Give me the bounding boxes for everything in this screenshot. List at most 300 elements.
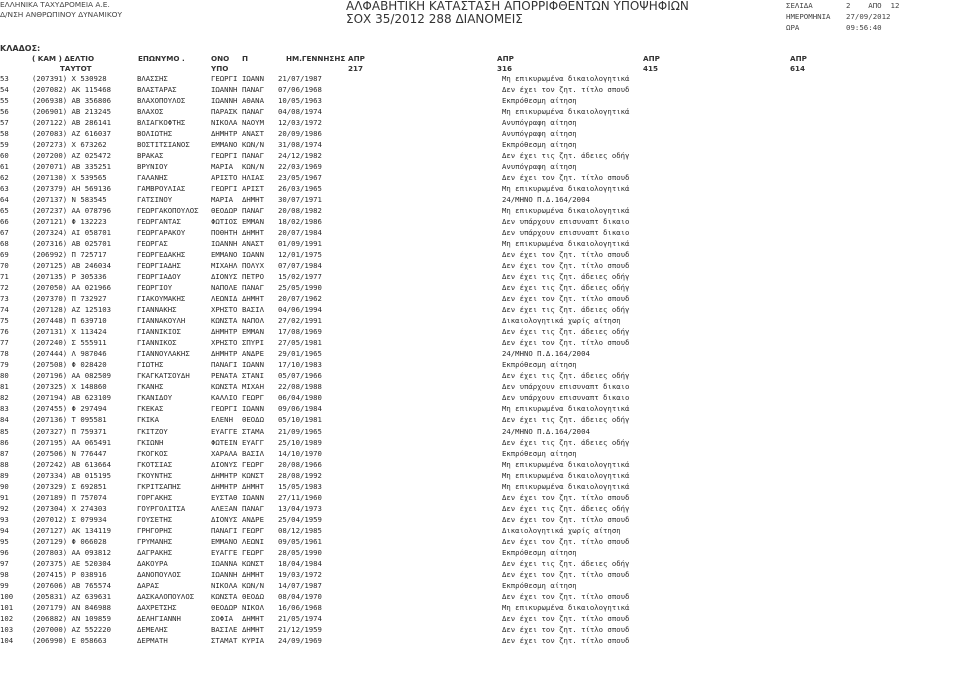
- row-id-card: (207606) ΑΒ 765574: [32, 580, 112, 590]
- row-father-name: ΕΜΜΑΝ: [242, 327, 264, 337]
- col-apr3-code: 415: [643, 64, 659, 73]
- row-birth-date: 25/04/1959: [278, 514, 322, 524]
- row-father-name: ΠΑΝΑΓ: [242, 503, 264, 513]
- row-number: 56: [0, 107, 9, 117]
- row-first-name: ΝΙΚΟΛΑ: [211, 118, 238, 128]
- table-row: [0, 337, 960, 348]
- row-number: 55: [0, 96, 9, 106]
- table-row: [0, 514, 960, 525]
- table-row: [0, 348, 960, 359]
- row-rejection-reason: Ανυπόγραφη αίτηση: [502, 129, 577, 139]
- row-rejection-reason: Δεν έχει τον ζητ. τίτλο σπουδ: [502, 536, 630, 546]
- row-father-name: ΙΩΑΝΝ: [242, 74, 264, 83]
- row-birth-date: 12/03/1972: [278, 118, 322, 128]
- date-value: 27/09/2012: [846, 12, 891, 21]
- row-number: 54: [0, 85, 9, 95]
- row-rejection-reason: Εκπρόθεσμη αίτηση: [502, 547, 577, 557]
- table-row: [0, 117, 960, 128]
- row-id-card: (207128) ΑΖ 125103: [32, 305, 112, 315]
- row-birth-date: 22/08/1988: [278, 382, 322, 392]
- row-father-name: ΚΩΝ/Ν: [242, 162, 264, 172]
- table-row: [0, 106, 960, 117]
- row-surname: ΔΕΛΗΓΙΑΝΝΗ: [137, 613, 181, 623]
- row-birth-date: 26/03/1965: [278, 184, 322, 194]
- row-number: 59: [0, 140, 9, 150]
- row-father-name: ΒΑΣΙΛ: [242, 305, 264, 315]
- table-row: [0, 161, 960, 172]
- row-rejection-reason: Μη επικυρωμένα δικαιολογητικά: [502, 184, 630, 194]
- row-rejection-reason: Μη επικυρωμένα δικαιολογητικά: [502, 459, 630, 469]
- row-rejection-reason: Εκπρόθεσμη αίτηση: [502, 580, 577, 590]
- row-rejection-reason: Δεν έχει τις ζητ. άδειες οδήγ: [502, 305, 630, 315]
- row-surname: ΓΙΑΝΝΟΥΛΑΚΗΣ: [137, 349, 190, 359]
- row-id-card: (207240) Σ 555911: [32, 338, 107, 348]
- row-birth-date: 24/12/1982: [278, 151, 322, 161]
- row-number: 101: [0, 602, 14, 612]
- row-rejection-reason: Δεν έχει τις ζητ. άδειες οδήγ: [502, 503, 630, 513]
- row-first-name: ΝΙΚΟΛΑ: [211, 580, 238, 590]
- table-row: [0, 326, 960, 337]
- table-row: [0, 624, 960, 635]
- row-id-card: (207125) ΑΒ 246034: [32, 261, 112, 271]
- row-first-name: ΠΑΝΑΓΙ: [211, 360, 238, 370]
- row-surname: ΓΚΑΝΙΔΟΥ: [137, 393, 173, 403]
- row-id-card: (207121) Φ 132223: [32, 217, 107, 227]
- row-father-name: ΠΑΝΑΓ: [242, 85, 264, 95]
- row-surname: ΓΙΑΝΝΑΚΟΥΛΗ: [137, 316, 186, 326]
- row-number: 71: [0, 272, 9, 282]
- row-birth-date: 31/08/1974: [278, 140, 322, 150]
- row-birth-date: 17/10/1983: [278, 360, 322, 370]
- row-birth-date: 28/05/1990: [278, 547, 322, 557]
- row-number: 66: [0, 217, 9, 227]
- row-birth-date: 21/12/1959: [278, 624, 322, 634]
- table-row: [0, 370, 960, 381]
- row-surname: ΓΕΩΡΓΑΚΟΠΟΥΛΟΣ: [137, 206, 199, 216]
- row-father-name: ΘΕΟΔΩ: [242, 415, 264, 425]
- row-number: 93: [0, 514, 9, 524]
- row-number: 83: [0, 404, 9, 414]
- row-father-name: ΑΡΙΣΤ: [242, 184, 264, 194]
- row-first-name: ΕΜΜΑΝΟ: [211, 536, 238, 546]
- row-birth-date: 27/05/1981: [278, 338, 322, 348]
- row-id-card: (207083) ΑΖ 616037: [32, 129, 112, 139]
- row-id-card: (207324) ΑΙ 058701: [32, 228, 112, 238]
- row-first-name: ΓΕΩΡΓΙ: [211, 74, 238, 83]
- row-id-card: (207189) Π 757074: [32, 492, 107, 502]
- table-row: [0, 414, 960, 425]
- row-number: 87: [0, 448, 9, 458]
- row-first-name: ΕΥΣΤΑΘ: [211, 492, 238, 502]
- row-rejection-reason: Εκπρόθεσμη αίτηση: [502, 140, 577, 150]
- row-birth-date: 20/07/1962: [278, 294, 322, 304]
- row-rejection-reason: Μη επικυρωμένα δικαιολογητικά: [502, 74, 630, 83]
- row-first-name: ΔΗΜΗΤΡ: [211, 327, 238, 337]
- table-row: [0, 304, 960, 315]
- row-id-card: (207196) ΑΑ 082509: [32, 371, 112, 381]
- col-apr1-label: ΑΠΡ: [348, 54, 365, 63]
- table-row: [0, 613, 960, 624]
- row-number: 70: [0, 261, 9, 271]
- row-first-name: ΜΑΡΙΑ: [211, 162, 233, 172]
- row-surname: ΓΕΩΡΓΙΟΥ: [137, 283, 173, 293]
- table-row: [0, 238, 960, 249]
- table-row: [0, 569, 960, 580]
- col-apr2-code: 316: [497, 64, 513, 73]
- row-birth-date: 20/08/1966: [278, 459, 322, 469]
- row-surname: ΓΚΙΩΝΗ: [137, 437, 164, 447]
- row-father-name: ΑΘΑΝΑ: [242, 96, 264, 106]
- row-father-name: ΝΙΚΟΛ: [242, 602, 264, 612]
- row-father-name: ΚΩΝ/Ν: [242, 140, 264, 150]
- row-number: 104: [0, 635, 14, 645]
- col-apr1-code: 217: [348, 64, 364, 73]
- row-id-card: (207000) ΑΖ 552220: [32, 624, 112, 634]
- row-id-card: (207137) Ν 583545: [32, 195, 107, 205]
- row-number: 67: [0, 228, 9, 238]
- row-id-card: (207273) Χ 673262: [32, 140, 107, 150]
- row-father-name: ΚΩΝ/Ν: [242, 580, 264, 590]
- row-rejection-reason: Μη επικυρωμένα δικαιολογητικά: [502, 206, 630, 216]
- row-number: 76: [0, 327, 9, 337]
- row-number: 94: [0, 525, 9, 535]
- row-id-card: (207135) Ρ 305336: [32, 272, 107, 282]
- row-birth-date: 19/03/1972: [278, 569, 322, 579]
- row-id-card: (207327) Π 759371: [32, 426, 107, 436]
- row-id-card: (206992) Π 725717: [32, 250, 107, 260]
- row-surname: ΔΑΚΟΥΡΑ: [137, 558, 168, 568]
- row-birth-date: 08/04/1970: [278, 591, 322, 601]
- row-surname: ΓΙΑΝΝΙΚΙΟΣ: [137, 327, 181, 337]
- col-id-label: ( ΚΑΜ ) ΔΕΛΤΙΟ: [32, 54, 95, 63]
- row-id-card: (207050) ΑΑ 021966: [32, 283, 112, 293]
- row-father-name: ΔΗΜΗΤ: [242, 228, 264, 238]
- row-number: 60: [0, 151, 9, 161]
- row-rejection-reason: Δικαιολογητικά χωρίς αίτηση: [502, 525, 621, 535]
- table-row: [0, 73, 960, 84]
- row-number: 80: [0, 371, 9, 381]
- row-birth-date: 20/07/1984: [278, 228, 322, 238]
- row-father-name: ΠΕΤΡΟ: [242, 272, 264, 282]
- row-id-card: (207237) ΑΑ 078796: [32, 206, 112, 216]
- row-first-name: ΚΑΛΛΙΟ: [211, 393, 238, 403]
- table-row: [0, 426, 960, 437]
- row-first-name: ΦΩΤΙΟΣ: [211, 217, 238, 227]
- col-apr4-header: [790, 54, 807, 74]
- table-row: [0, 172, 960, 183]
- row-id-card: (207195) ΑΑ 065491: [32, 437, 112, 447]
- row-id-card: (207803) ΑΑ 093812: [32, 547, 112, 557]
- row-father-name: ΙΩΑΝΝ: [242, 250, 264, 260]
- row-birth-date: 24/09/1969: [278, 635, 322, 645]
- row-birth-date: 18/04/1984: [278, 558, 322, 568]
- row-surname: ΒΛΑΣΤΑΡΑΣ: [137, 85, 177, 95]
- row-rejection-reason: Εκπρόθεσμη αίτηση: [502, 96, 577, 106]
- row-id-card: (207136) Τ 095581: [32, 415, 107, 425]
- row-surname: ΒΛΑΣΣΗΣ: [137, 74, 168, 83]
- row-number: 99: [0, 580, 9, 590]
- table-row: [0, 381, 960, 392]
- row-surname: ΓΡΗΓΟΡΗΣ: [137, 525, 173, 535]
- row-father-name: ΚΩΝΣΤ: [242, 470, 264, 480]
- row-surname: ΓΚΕΚΑΣ: [137, 404, 164, 414]
- row-rejection-reason: Δεν έχει τις ζητ. άδειες οδήγ: [502, 437, 630, 447]
- report-title-line2: ΣΟΧ 35/2012 288 ΔΙΑΝΟΜΕΙΣ: [346, 12, 523, 26]
- col-birth-header: ΗΜ.ΓΕΝΝΗΣΗΣ: [286, 54, 346, 63]
- row-birth-date: 21/05/1974: [278, 613, 322, 623]
- row-birth-date: 27/02/1991: [278, 316, 322, 326]
- row-rejection-reason: Δεν έχει τον ζητ. τίτλο σπουδ: [502, 635, 630, 645]
- row-number: 96: [0, 547, 9, 557]
- row-birth-date: 13/04/1973: [278, 503, 322, 513]
- row-id-card: (207316) ΑΒ 025701: [32, 239, 112, 249]
- table-row: [0, 558, 960, 569]
- row-first-name: ΙΩΑΝΝΗ: [211, 85, 238, 95]
- row-rejection-reason: 24/ΜΗΝΟ Π.Δ.164/2004: [502, 426, 590, 436]
- table-row: [0, 150, 960, 161]
- row-rejection-reason: Μη επικυρωμένα δικαιολογητικά: [502, 404, 630, 414]
- row-id-card: (207375) ΑΕ 520304: [32, 558, 112, 568]
- row-number: 88: [0, 459, 9, 469]
- row-id-card: (205831) ΑΖ 639631: [32, 591, 112, 601]
- row-birth-date: 21/07/1987: [278, 74, 322, 83]
- row-surname: ΒΡΑΚΑΣ: [137, 151, 164, 161]
- row-first-name: ΠΟΘΗΤΗ: [211, 228, 238, 238]
- row-father-name: ΒΑΣΙΛ: [242, 448, 264, 458]
- table-row: [0, 481, 960, 492]
- col-id-header: [32, 54, 94, 74]
- section-label: ΚΛΑΔΟΣ:: [0, 44, 41, 53]
- table-row: [0, 260, 960, 271]
- row-first-name: ΡΕΝΑΤΑ: [211, 371, 238, 381]
- row-rejection-reason: Δεν υπάρχουν επισυναπτ δικαιο: [502, 217, 630, 227]
- row-first-name: ΜΑΡΙΑ: [211, 195, 233, 205]
- row-father-name: ΑΝΑΣΤ: [242, 239, 264, 249]
- row-birth-date: 04/08/1974: [278, 107, 322, 117]
- row-birth-date: 07/06/1968: [278, 85, 322, 95]
- row-surname: ΔΑΡΑΣ: [137, 580, 159, 590]
- table-row: [0, 227, 960, 238]
- row-surname: ΓΕΩΡΓΙΑΔΗΣ: [137, 261, 181, 271]
- row-birth-date: 23/05/1967: [278, 173, 322, 183]
- row-birth-date: 06/04/1980: [278, 393, 322, 403]
- table-row: [0, 635, 960, 646]
- row-surname: ΒΛΑΧΟΣ: [137, 107, 164, 117]
- row-id-card: (207194) ΑΒ 623109: [32, 393, 112, 403]
- row-number: 89: [0, 470, 9, 480]
- row-birth-date: 27/11/1960: [278, 492, 322, 502]
- row-birth-date: 04/06/1994: [278, 305, 322, 315]
- table-row: [0, 293, 960, 304]
- row-number: 98: [0, 569, 9, 579]
- row-id-card: (207506) Ν 776447: [32, 448, 107, 458]
- row-surname: ΓΑΤΣΙΝΟΥ: [137, 195, 173, 205]
- row-first-name: ΚΩΝΣΤΑ: [211, 316, 238, 326]
- row-id-card: (207012) Σ 079934: [32, 514, 107, 524]
- col-apr3-label: ΑΠΡ: [643, 54, 660, 63]
- table-row: [0, 536, 960, 547]
- row-first-name: ΔΙΟΝΥΣ: [211, 459, 238, 469]
- row-birth-date: 29/01/1965: [278, 349, 322, 359]
- row-id-card: (207448) Π 639710: [32, 316, 107, 326]
- row-rejection-reason: Δεν έχει τον ζητ. τίτλο σπουδ: [502, 261, 630, 271]
- row-father-name: ΑΝΔΡΕ: [242, 514, 264, 524]
- row-father-name: ΠΑΝΑΓ: [242, 206, 264, 216]
- row-father-name: ΔΗΜΗΤ: [242, 481, 264, 491]
- row-rejection-reason: Δεν έχει τον ζητ. τίτλο σπουδ: [502, 294, 630, 304]
- row-rejection-reason: Δεν έχει τον ζητ. τίτλο σπουδ: [502, 591, 630, 601]
- row-id-card: (207082) ΑΚ 115468: [32, 85, 112, 95]
- row-surname: ΒΛΙΑΓΚΟΦΤΗΣ: [137, 118, 186, 128]
- row-number: 64: [0, 195, 9, 205]
- col-apr3-header: [643, 54, 660, 74]
- row-first-name: ΓΕΩΡΓΙ: [211, 404, 238, 414]
- rejected-candidates-list: [0, 73, 960, 646]
- table-row: [0, 271, 960, 282]
- row-birth-date: 05/10/1981: [278, 415, 322, 425]
- row-number: 74: [0, 305, 9, 315]
- row-first-name: ΠΑΡΑΣΚ: [211, 107, 238, 117]
- row-birth-date: 15/02/1977: [278, 272, 322, 282]
- row-number: 85: [0, 426, 9, 436]
- row-rejection-reason: Δεν υπάρχουν επισυναπτ δικαιο: [502, 382, 630, 392]
- report-meta: [786, 0, 899, 33]
- row-father-name: ΣΠΥΡΙ: [242, 338, 264, 348]
- col-name-header: [211, 54, 229, 74]
- row-first-name: ΠΑΝΑΓΙ: [211, 525, 238, 535]
- row-first-name: ΦΩΤΕΙΝ: [211, 437, 238, 447]
- row-father-name: ΑΝΔΡΕ: [242, 349, 264, 359]
- row-rejection-reason: Δεν έχει τις ζητ. άδειες οδήγ: [502, 371, 630, 381]
- row-birth-date: 20/08/1982: [278, 206, 322, 216]
- row-id-card: (207127) ΑΚ 134119: [32, 525, 112, 535]
- row-first-name: ΑΡΙΣΤΟ: [211, 173, 238, 183]
- row-first-name: ΘΕΟΔΩΡ: [211, 206, 238, 216]
- row-number: 57: [0, 118, 9, 128]
- row-father-name: ΚΩΝΣΤ: [242, 558, 264, 568]
- row-id-card: (206901) ΑΒ 213245: [32, 107, 112, 117]
- row-first-name: ΧΡΗΣΤΟ: [211, 338, 238, 348]
- table-row: [0, 492, 960, 503]
- row-surname: ΓΙΑΚΟΥΜΑΚΗΣ: [137, 294, 186, 304]
- row-rejection-reason: Δεν έχει τον ζητ. τίτλο σπουδ: [502, 250, 630, 260]
- table-row: [0, 591, 960, 602]
- page-label: ΣΕΛΙΔΑ: [786, 1, 813, 10]
- row-first-name: ΚΩΝΣΤΑ: [211, 382, 238, 392]
- row-rejection-reason: Δεν έχει τον ζητ. τίτλο σπουδ: [502, 173, 630, 183]
- row-surname: ΓΚΙΚΑ: [137, 415, 159, 425]
- table-row: [0, 459, 960, 470]
- row-number: 86: [0, 437, 9, 447]
- row-surname: ΓΑΜΒΡΟΥΛΙΑΣ: [137, 184, 186, 194]
- row-first-name: ΙΩΑΝΝΗ: [211, 96, 238, 106]
- row-birth-date: 14/10/1970: [278, 448, 322, 458]
- row-number: 61: [0, 162, 9, 172]
- row-father-name: ΓΕΩΡΓ: [242, 393, 264, 403]
- row-id-card: (207334) ΑΒ 015195: [32, 470, 112, 480]
- row-birth-date: 25/10/1989: [278, 437, 322, 447]
- row-birth-date: 07/07/1984: [278, 261, 322, 271]
- row-birth-date: 17/08/1969: [278, 327, 322, 337]
- time-value: 09:56:40: [846, 23, 882, 32]
- row-surname: ΒΟΣΤΙΤΣΙΑΝΟΣ: [137, 140, 190, 150]
- col-apr4-label: ΑΠΡ: [790, 54, 807, 63]
- row-first-name: ΓΕΩΡΓΙ: [211, 151, 238, 161]
- row-father-name: ΣΤΑΜΑ: [242, 426, 264, 436]
- col-apr1-header: [348, 54, 365, 74]
- row-first-name: ΘΕΟΔΩΡ: [211, 602, 238, 612]
- row-first-name: ΑΛΕΞΑΝ: [211, 503, 238, 513]
- table-row: [0, 315, 960, 326]
- row-father-name: ΜΙΧΑΗ: [242, 382, 264, 392]
- row-rejection-reason: Εκπρόθεσμη αίτηση: [502, 448, 577, 458]
- row-first-name: ΔΗΜΗΤΡ: [211, 129, 238, 139]
- row-number: 69: [0, 250, 9, 260]
- table-row: [0, 194, 960, 205]
- row-surname: ΓΟΥΡΓΟΛΙΤΣΑ: [137, 503, 186, 513]
- row-birth-date: 30/07/1971: [278, 195, 322, 205]
- row-id-card: (207325) Χ 148860: [32, 382, 107, 392]
- row-birth-date: 09/05/1961: [278, 536, 322, 546]
- row-number: 79: [0, 360, 9, 370]
- page-value: 2 ΑΠΟ 12: [846, 1, 900, 10]
- row-surname: ΓΚΑΓΚΑΤΣΟΥΔΗ: [137, 371, 190, 381]
- table-row: [0, 470, 960, 481]
- row-surname: ΓΙΩΤΗΣ: [137, 360, 164, 370]
- row-id-card: (207130) Χ 539565: [32, 173, 107, 183]
- row-birth-date: 21/09/1965: [278, 426, 322, 436]
- row-number: 77: [0, 338, 9, 348]
- time-label: ΩΡΑ: [786, 23, 800, 32]
- row-surname: ΓΚΟΤΣΙΑΣ: [137, 459, 173, 469]
- row-surname: ΔΕΡΜΑΤΗ: [137, 635, 168, 645]
- row-surname: ΓΚΙΤΖΟΥ: [137, 426, 168, 436]
- row-number: 53: [0, 74, 9, 83]
- row-rejection-reason: Δεν έχει τον ζητ. τίτλο σπουδ: [502, 569, 630, 579]
- row-rejection-reason: 24/ΜΗΝΟ Π.Δ.164/2004: [502, 349, 590, 359]
- row-id-card: (206990) Ε 058663: [32, 635, 107, 645]
- row-birth-date: 22/03/1969: [278, 162, 322, 172]
- row-first-name: ΛΕΩΝΙΔ: [211, 294, 238, 304]
- row-surname: ΒΟΛΙΩΤΗΣ: [137, 129, 173, 139]
- row-father-name: ΔΗΜΗΤ: [242, 613, 264, 623]
- row-father-name: ΛΕΩΝΙ: [242, 536, 264, 546]
- row-first-name: ΓΕΩΡΓΙ: [211, 184, 238, 194]
- row-birth-date: 15/05/1983: [278, 481, 322, 491]
- row-id-card: (207179) ΑΝ 846988: [32, 602, 112, 612]
- row-rejection-reason: Δεν έχει τις ζητ. άδειες οδήγ: [502, 558, 630, 568]
- row-number: 63: [0, 184, 9, 194]
- row-surname: ΒΡΥΝΙΟΥ: [137, 162, 168, 172]
- row-first-name: ΚΩΝΣΤΑ: [211, 591, 238, 601]
- row-number: 90: [0, 481, 9, 491]
- row-first-name: ΒΑΣΙΛΕ: [211, 624, 238, 634]
- row-birth-date: 16/06/1968: [278, 602, 322, 612]
- row-rejection-reason: Μη επικυρωμένα δικαιολογητικά: [502, 107, 630, 117]
- row-surname: ΔΑΣΚΑΛΟΠΟΥΛΟΣ: [137, 591, 195, 601]
- col-apr2-label: ΑΠΡ: [497, 54, 514, 63]
- col-name-sublabel: ΥΠΟ: [211, 64, 229, 73]
- row-surname: ΔΑΝΟΠΟΥΛΟΣ: [137, 569, 181, 579]
- row-birth-date: 08/12/1985: [278, 525, 322, 535]
- row-number: 81: [0, 382, 9, 392]
- row-first-name: ΕΥΑΓΓΕ: [211, 547, 238, 557]
- table-row: [0, 249, 960, 260]
- table-row: [0, 547, 960, 558]
- row-surname: ΓΙΑΝΝΙΚΟΣ: [137, 338, 177, 348]
- row-birth-date: 14/07/1987: [278, 580, 322, 590]
- row-number: 75: [0, 316, 9, 326]
